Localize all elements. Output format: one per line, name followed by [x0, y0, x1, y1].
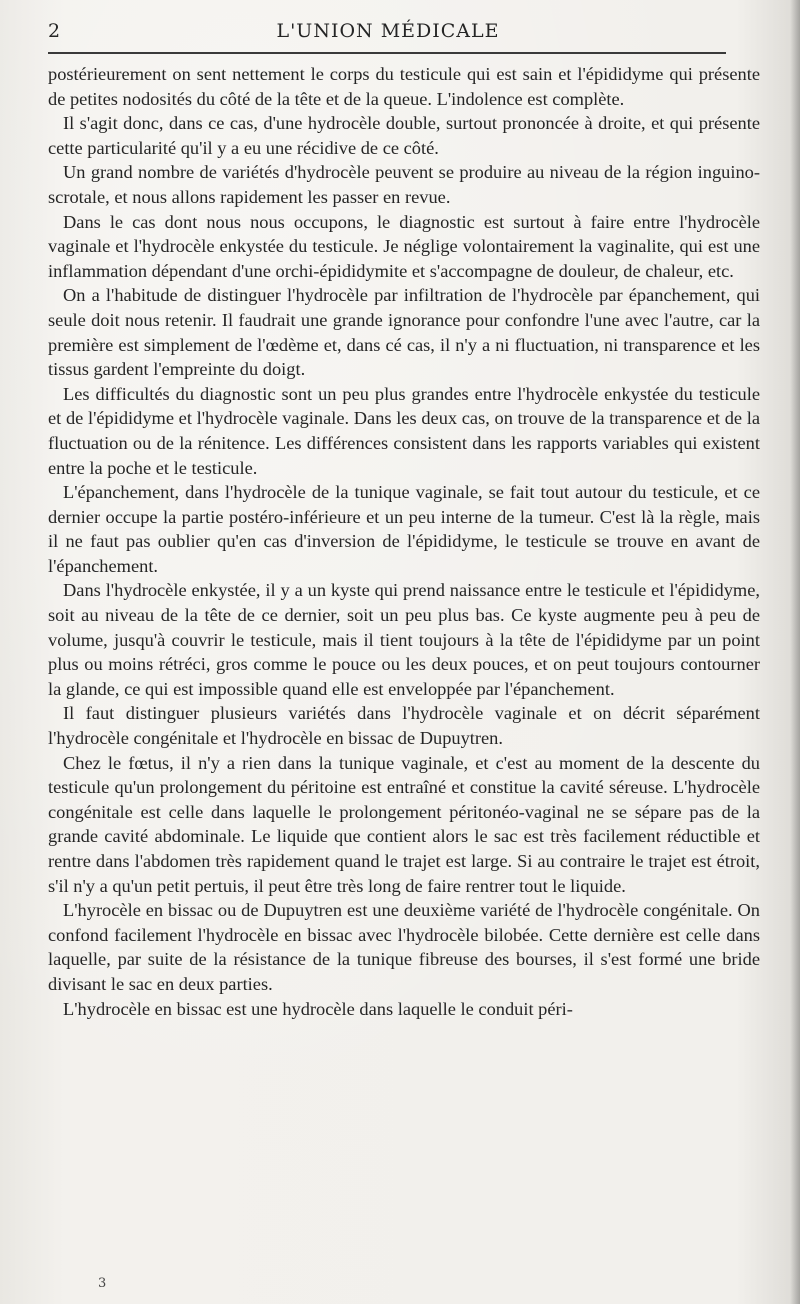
page-header — [48, 14, 728, 54]
paragraph: Chez le fœtus, il n'y a rien dans la tunique vaginale, et c'est au moment de la descente du testicule qu'un prolongement du péritoine est entraîné et constitue la cavité séreuse. L'hydrocèle congénitale est celle dans laquelle le prolongement péritonéo-vaginal ne se sépare pas de la grande cavité abdominale. Le liquide que contient alors le sac est très facilement réductible et rentre dans l'abdomen très rapidement quand le trajet est large. Si au contraire le trajet est étroit, s'il n'y a qu'un petit pertuis, il peut être très long de faire rentrer tout le liquide. — [48, 752, 760, 896]
header-rule — [48, 52, 726, 54]
paragraph: Il s'agit donc, dans ce cas, d'une hydrocèle double, surtout prononcée à droite, et qui présente cette particularité qu'il y a eu une récidive de ce côté. — [48, 113, 760, 158]
paragraph: Dans l'hydrocèle enkystée, il y a un kyste qui prend naissance entre le testicule et l'épididyme, soit au niveau de la tête de ce dernier, soit un peu plus bas. Ce kyste augmente peu à peu de volume, jusqu'à couvrir le testicule, mais il tient toujours à la tête de l'épididyme par un point plus ou moins rétréci, gros comme le pouce ou les deux pouces, et on peut toujours contourner la glande, ce qui est impossible quand elle est enveloppée par l'épanchement. — [48, 580, 760, 699]
body-text — [48, 62, 760, 1021]
paragraph: L'épanchement, dans l'hydrocèle de la tunique vaginale, se fait tout autour du testicule, et ce dernier occupe la partie postéro-inférieure et un peu interne de la tumeur. C'est là la règle, mais il ne faut pas oublier qu'en cas d'inversion de l'épididyme, le testicule se trouve en avant de l'épanchement. — [48, 482, 760, 576]
signature-mark: 3 — [98, 1276, 107, 1291]
paragraph: On a l'habitude de distinguer l'hydrocèle par infiltration de l'hydrocèle par épanchement, qui seule doit nous retenir. Il faudrait une grande ignorance pour confondre l'une avec l'autre, car la première est simplement de l'œdème et, dans cé cas, il n'y a ni fluctuation, ni transparence et les tissus gardent l'empreinte du doigt. — [48, 285, 760, 380]
paragraph: Un grand nombre de variétés d'hydrocèle peuvent se produire au niveau de la région inguino-scrotale, et nous allons rapidement les passer en revue. — [48, 162, 760, 207]
page-number: 2 — [48, 20, 61, 42]
paragraph: postérieurement on sent nettement le corps du testicule qui est sain et l'épididyme qui présente de petites nodosités du côté de la tête et de la queue. L'indolence est complète. — [48, 64, 760, 109]
paragraph: Dans le cas dont nous nous occupons, le diagnostic est surtout à faire entre l'hydrocèle vaginale et l'hydrocèle enkystée du testicule. Je néglige volontairement la vaginalite, qui est une inflammation dépendant d'une orchi-épididymite et s'accompagne de douleur, de chaleur, etc. — [48, 211, 760, 281]
paragraph: Il faut distinguer plusieurs variétés dans l'hydrocèle vaginale et on décrit séparément l'hydrocèle congénitale et l'hydrocèle en bissac de Dupuytren. — [48, 703, 760, 749]
page-edge-shadow — [790, 0, 800, 1304]
paragraph: Les difficultés du diagnostic sont un peu plus grandes entre l'hydrocèle enkystée du testicule et de l'épididyme et l'hydrocèle vaginale. Dans les deux cas, on trouve de la transparence et de la fluctuation ou de la rénitence. Les différences consistent dans les rapports variables qui existent entre la poche et le testicule. — [48, 383, 760, 478]
paragraph: L'hyrocèle en bissac ou de Dupuytren est une deuxième variété de l'hydrocèle congénitale. On confond facilement l'hydrocèle en bissac avec l'hydrocèle bilobée. Cette dernière est celle dans laquelle, par suite de la résistance de la tunique fibreuse des bourses, il s'est formé une bride divisant le sac en deux parties. — [48, 900, 760, 994]
paragraph: L'hydrocèle en bissac est une hydrocèle dans laquelle le conduit péri- — [63, 998, 573, 1019]
running-title: L'UNION MÉDICALE — [276, 20, 500, 42]
